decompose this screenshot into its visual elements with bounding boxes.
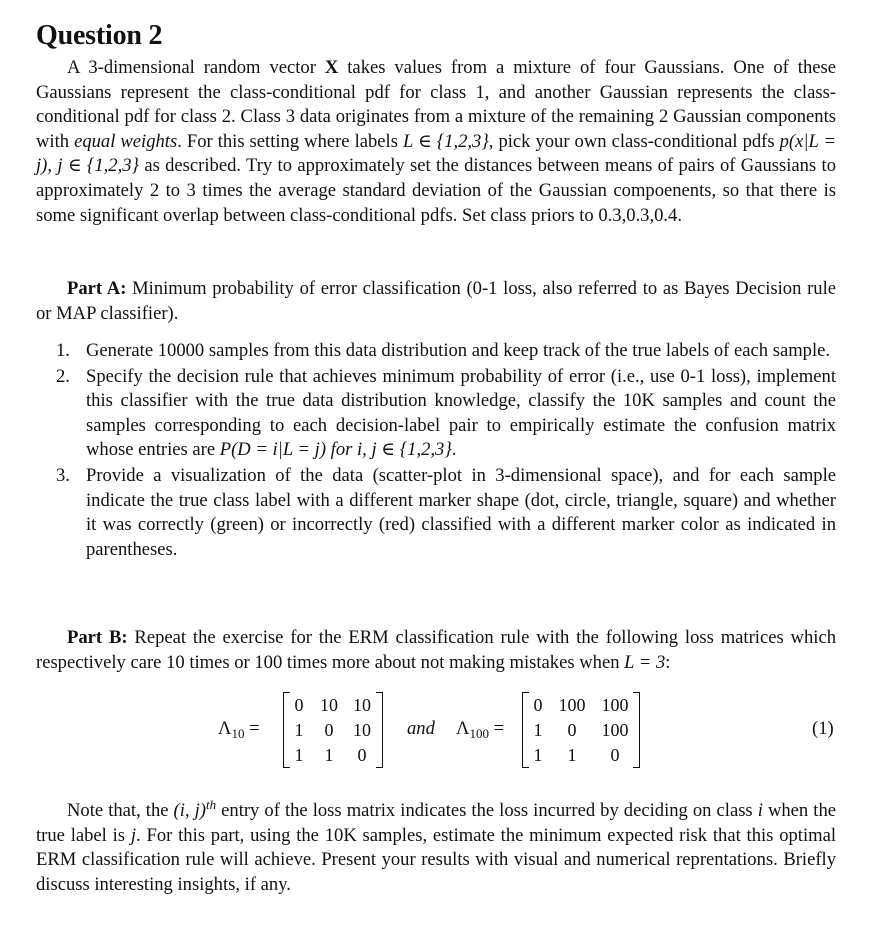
intro-text-1: A 3-dimensional random vector [67, 57, 325, 78]
part-b-text-1: Repeat the exercise for the ERM classification rule with the following loss matrices which respectively care 10 times or 100 times more about not making mistakes when [36, 627, 836, 673]
list-number: 3. [56, 464, 70, 486]
equals-sign: = [249, 718, 260, 739]
confusion-matrix-expression: P(D = i|L = j) for i, j ∈ {1,2,3} [219, 439, 452, 461]
vector-x: X [324, 57, 339, 78]
j-variable: j [130, 824, 137, 846]
ij-expression: (i, j) [173, 800, 206, 822]
th-superscript: th [205, 797, 217, 812]
matrix-cell: 1 [567, 745, 577, 765]
matrix-cell: 100 [601, 720, 629, 740]
matrix-cell: 10 [353, 720, 371, 740]
pdf-expression: p(x|L = j), j ∈ {1,2,3} [36, 130, 837, 177]
matrix-cell: 1 [324, 745, 334, 765]
matrix-cell: 10 [353, 695, 371, 715]
note-text-3: when the true label is [36, 800, 836, 846]
part-a-heading [36, 277, 836, 326]
matrix-bracket-right [633, 692, 640, 768]
list-number: 1. [56, 340, 70, 361]
lambda-10-lhs [218, 718, 260, 742]
matrix-cell: 100 [558, 695, 586, 715]
part-b-paragraph [36, 626, 836, 675]
list-item [56, 339, 836, 364]
equal-weights-emphasis: equal weights [74, 130, 178, 152]
list-item-text: Provide a visualization of the data (scatter-plot in 3-dimensional space), and for each sample indicate the true class label with a different marker shape (dot, circle, triangle, square) and whether it was correctly (green) or incorrectly (red) classified with a different marker color as indicated in parentheses. [86, 464, 836, 560]
equation-number: (1) [812, 718, 834, 739]
equals-sign: = [493, 718, 505, 739]
matrix-lambda-10 [283, 692, 383, 768]
question-title: Question 2 [36, 20, 163, 51]
lambda-symbol: Λ [456, 718, 470, 739]
matrix-cell: 0 [324, 720, 334, 740]
label-set-expression: L ∈ {1,2,3} [402, 130, 489, 152]
l-equals-3-expression: L = 3 [624, 651, 666, 673]
intro-text-5: as described. Try to approximately set the distances between means of pairs of Gaussians to approximately 2 to 3 times the average standard deviation of the Gaussian compoenents, so that there is some significant overlap between class-conditional pdfs. Set class priors to 0.3,0.3,0.4. [36, 155, 836, 226]
intro-text-2: takes values from a mixture of four Gaussians. One of these Gaussians represent the class-conditional pdf for class 1, and another Gaussian represents the class-conditional pdf for class 2. Class 3 data originates from a mixture of the remaining 2 Gaussian components with [36, 57, 836, 152]
intro-text-3: . For this setting where labels [177, 130, 403, 152]
lambda-subscript: 100 [469, 726, 489, 741]
matrix-cell: 0 [610, 745, 620, 765]
list-item [56, 365, 836, 463]
intro-text-4: , pick your own class-conditional pdfs [488, 130, 780, 152]
part-a-list [56, 339, 836, 563]
matrix-lambda-100 [522, 692, 640, 768]
list-item [56, 464, 836, 562]
lambda-symbol: Λ [218, 718, 232, 739]
part-a-description: Minimum probability of error classification (0-1 loss, also referred to as Bayes Decision rule or MAP classifier). [36, 278, 836, 324]
matrix-cell: 1 [294, 720, 304, 740]
loss-matrices-equation [0, 692, 889, 772]
matrix-bracket-right [376, 692, 383, 768]
matrix-cell: 0 [533, 695, 543, 715]
matrix-cell: 1 [533, 720, 543, 740]
matrix-cell: 1 [294, 745, 304, 765]
matrix-cell: 0 [567, 720, 577, 740]
note-text-4: . For this part, using the 10K samples, estimate the minimum expected risk that this optimal ERM classification rule will achieve. Present your results with visual and numerical reprentations. Briefly discuss interesting insights, if any. [36, 824, 837, 895]
intro-paragraph [36, 56, 836, 228]
part-b-label: Part B: [67, 627, 128, 648]
matrix-cell: 10 [320, 695, 338, 715]
and-word: and [407, 718, 435, 739]
matrix-cell: 0 [294, 695, 304, 715]
i-variable: i [757, 800, 763, 822]
matrix-cell: 0 [357, 745, 367, 765]
part-a-label: Part A: [67, 278, 127, 299]
list-item-text: Specify the decision rule that achieves minimum probability of error (i.e., use 0-1 loss), implement this classifier with the true data distribution knowledge, classify the 10K samples and count the samples corresponding to each decision-label pair to empirically estimate the confusion matrix whose entries are [86, 365, 836, 461]
list-item-text: Generate 10000 samples from this data distribution and keep track of the true labels of each sample. [86, 340, 831, 361]
lambda-100-lhs [456, 718, 504, 742]
note-text-2: entry of the loss matrix indicates the loss incurred by deciding on class [216, 800, 758, 822]
lambda-subscript: 10 [231, 726, 245, 741]
note-paragraph [36, 793, 836, 898]
list-number: 2. [56, 365, 70, 387]
list-item-text-end: . [451, 439, 457, 461]
matrix-cell: 100 [601, 695, 629, 715]
matrix-cell: 1 [533, 745, 543, 765]
note-text-1: Note that, the [67, 800, 174, 822]
part-b-text-2: : [665, 651, 671, 673]
